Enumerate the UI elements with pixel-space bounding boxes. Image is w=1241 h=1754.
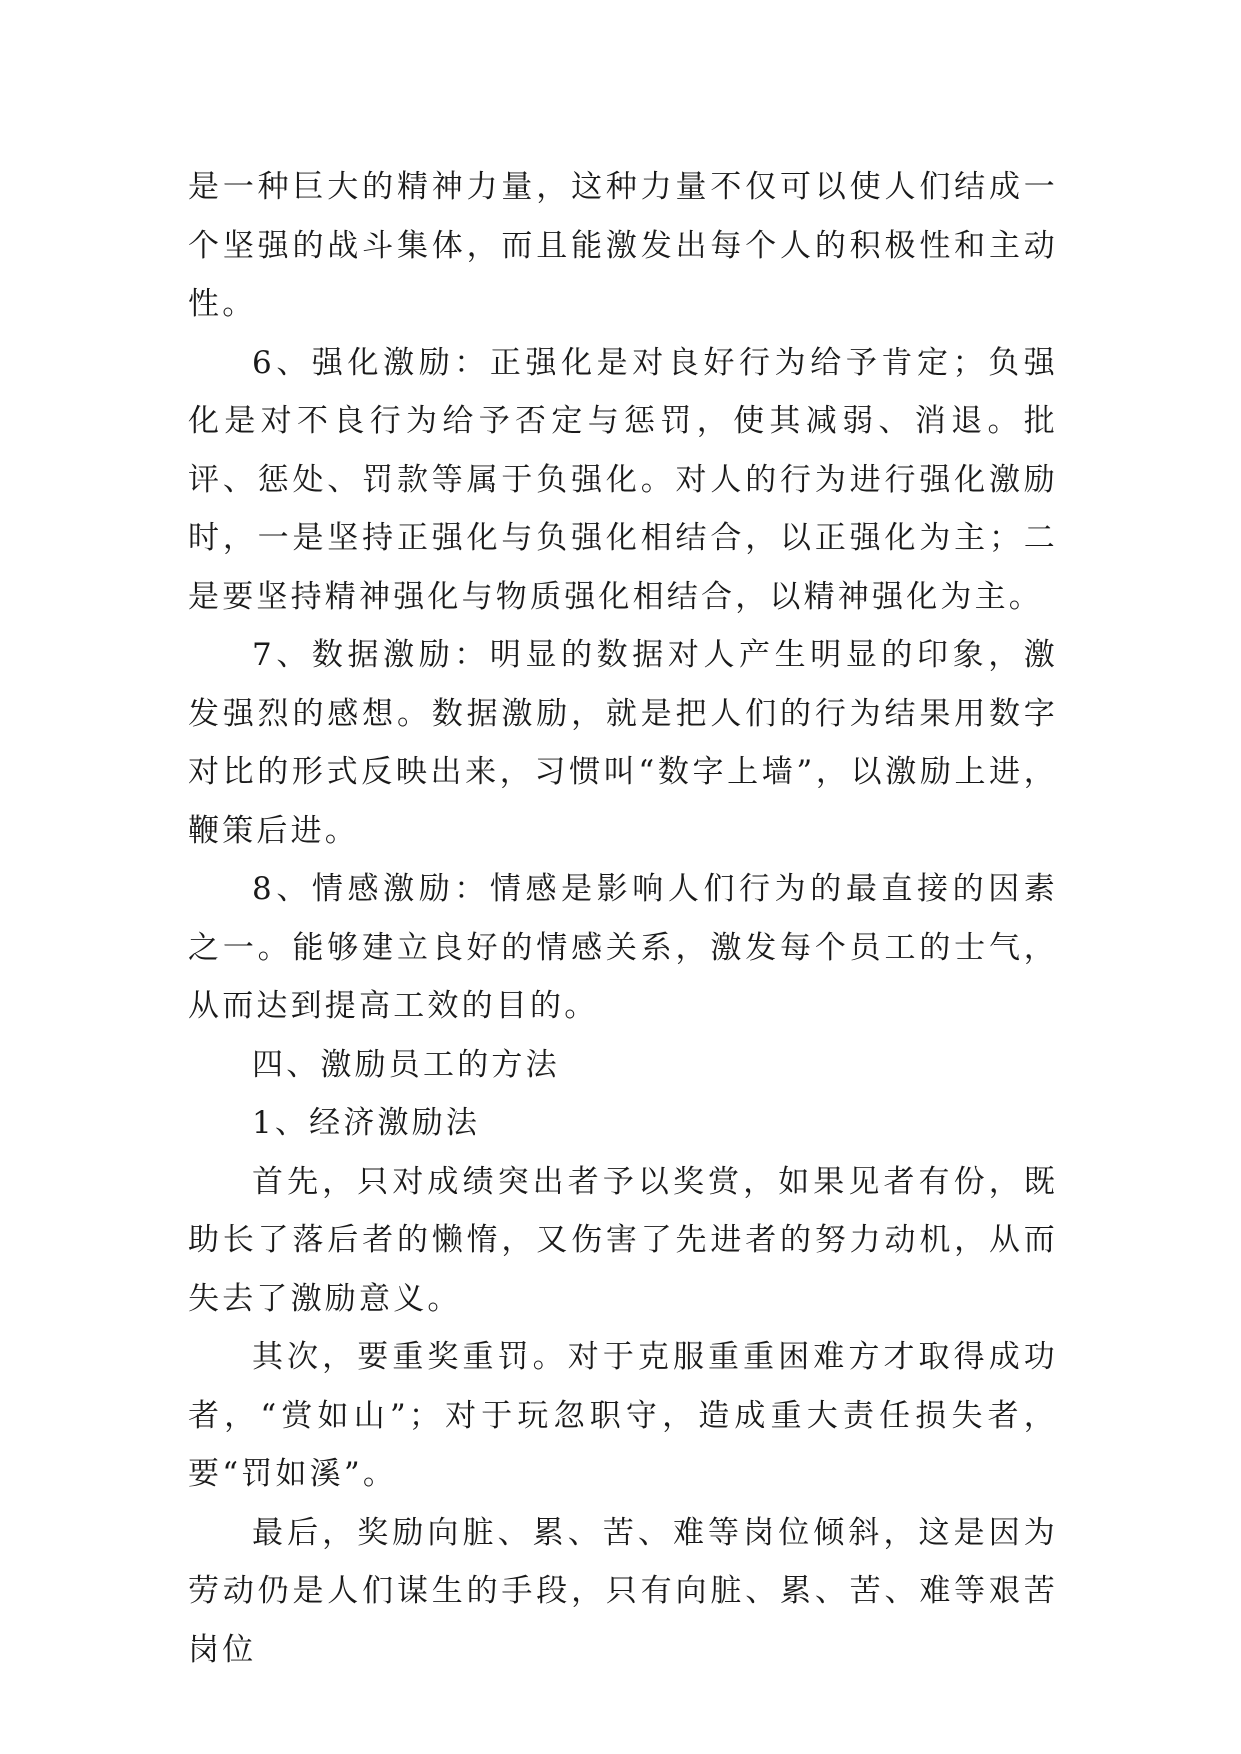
paragraph-reinforcement-incentive: 6、强化激励：正强化是对良好行为给予肯定；负强化是对不良行为给予否定与惩罚，使其减弱、消退。批评、惩处、罚款等属于负强化。对人的行为进行强化激励时，一是坚持正强化与负强化相结合，以正强化为主；二是要坚持精神强化与物质强化相结合，以精神强化为主。 xyxy=(188,344,1058,615)
document-body xyxy=(188,158,1058,1679)
paragraph-data-incentive: 7、数据激励：明显的数据对人产生明显的印象，激发强烈的感想。数据激励，就是把人们的行为结果用数字对比的形式反映出来，习惯叫“数字上墙”，以激励上进，鞭策后进。 xyxy=(188,637,1058,849)
paragraph-emotional-incentive: 8、情感激励：情感是影响人们行为的最直接的因素之一。能够建立良好的情感关系，激发每个员工的士气，从而达到提高工效的目的。 xyxy=(188,871,1058,1024)
section-heading-methods: 四、激励员工的方法 xyxy=(252,1046,560,1083)
subsection-heading-economic: 1、经济激励法 xyxy=(252,1105,481,1141)
paragraph-continuation: 是一种巨大的精神力量，这种力量不仅可以使人们结成一个坚强的战斗集体，而且能激发出每个人的积极性和主动性。 xyxy=(188,169,1058,322)
paragraph-second: 其次，要重奖重罚。对于克服重重困难方才取得成功者，“赏如山”；对于玩忽职守，造成重大责任损失者，要“罚如溪”。 xyxy=(188,1339,1058,1492)
paragraph-last: 最后，奖励向脏、累、苦、难等岗位倾斜，这是因为劳动仍是人们谋生的手段，只有向脏、累、苦、难等艰苦岗位 xyxy=(188,1514,1058,1668)
paragraph-first: 首先，只对成绩突出者予以奖赏，如果见者有份，既助长了落后者的懒惰，又伤害了先进者的努力动机，从而失去了激励意义。 xyxy=(188,1163,1058,1317)
